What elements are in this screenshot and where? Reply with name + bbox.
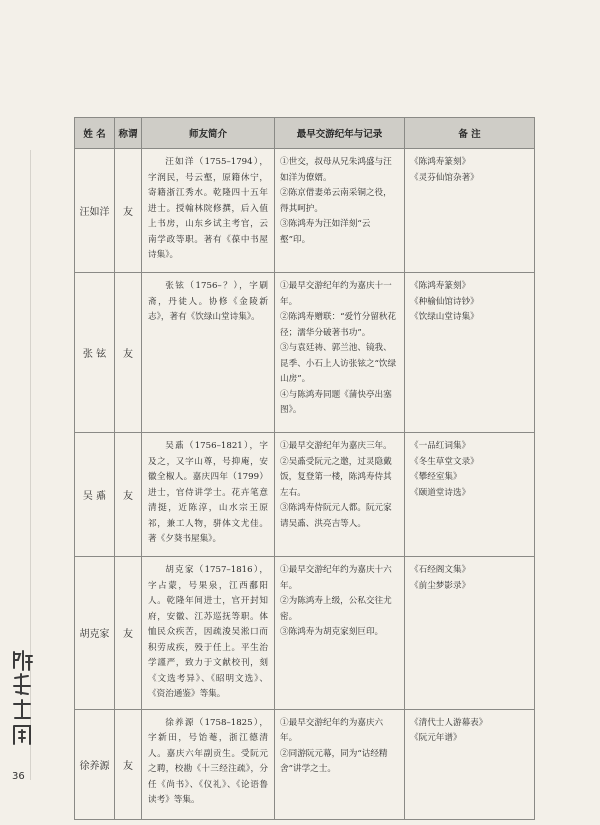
record-item: ②为陈鸿寿上级，公私交往尤密。	[280, 596, 392, 622]
cell-notes	[405, 709, 535, 819]
note-item: 《饮绿山堂诗集》	[410, 312, 479, 322]
note-item: 《颐道堂诗选》	[410, 487, 471, 498]
record-item: ②陈京借妻弟云南采铜之役，得其呵护。	[280, 188, 392, 214]
cell-notes	[405, 149, 535, 273]
record-item: ①最早交游纪年约为嘉庆十六年。	[280, 565, 392, 591]
header-title: 称谓	[115, 118, 142, 149]
cell-intro	[142, 273, 275, 433]
record-item: ③与袁廷祷、郭兰池、镜我、昆季、小石上人访张铉之“饮绿山房”。	[280, 343, 397, 384]
cell-title: 友	[115, 557, 142, 710]
note-item: 《冬生草堂文录》	[410, 456, 479, 467]
note-item: 《种榆仙馆诗钞》	[410, 296, 479, 307]
record-item: ①世交，叔母从兄朱鸿盛与汪如洋为僚婿。	[280, 157, 392, 183]
cell-intro	[142, 149, 275, 273]
intro-text: 徐养源（1758–1825），字新田，号饴菴，浙江德清人。嘉庆六年副贡生。受阮元之聘，校勘《十三经注疏》，分任《尚书》、《仪礼》、《论语鲁读考》等集。	[148, 717, 268, 805]
note-item: 《清代士人游幕表》	[410, 717, 488, 728]
record-item: ①最早交游纪年约为嘉庆六年。	[280, 717, 384, 743]
calligraphy-logo	[10, 648, 34, 753]
intro-text: 吴鼒（1756–1821），字及之，又字山尊，号抑庵，安徽全椒人。嘉庆四年（1799）进士，官侍讲学士。花卉笔意清挺，近陈淳，山水宗王原祁，兼工人物，骈体文尤佳。著《夕葵书屋集》。	[148, 441, 268, 544]
cell-intro	[142, 709, 275, 819]
header-records: 最早交游纪年与记录	[275, 118, 405, 149]
cell-notes	[405, 433, 535, 557]
cell-title: 友	[115, 273, 142, 433]
table-row	[75, 433, 535, 557]
record-item: ②吴鼒受阮元之邀，过灵隐戴饭，复登第一楼，陈鸿寿侍其左右。	[280, 456, 392, 498]
page-number: 36	[12, 771, 25, 782]
note-item: 《陈鸿寿篆刻》	[410, 281, 471, 291]
cell-name: 胡克家	[75, 557, 115, 710]
cell-intro	[142, 557, 275, 710]
header-notes: 备 注	[405, 118, 535, 149]
cell-name: 汪如洋	[75, 149, 115, 273]
record-item: ③陈鸿寿为胡克家刻巨印。	[280, 627, 384, 637]
cell-records	[275, 709, 405, 819]
table-header-row	[75, 118, 535, 149]
record-item: ③陈鸿寿为汪如洋刻“云壑”印。	[280, 219, 371, 245]
cell-intro	[142, 433, 275, 557]
cell-records	[275, 557, 405, 710]
intro-text: 张铉（1756–？），字刷斋，丹徒人。协修《金陵新志》，著有《饮绿山堂诗集》。	[148, 281, 268, 322]
seal-logo-icon	[10, 648, 34, 748]
cell-notes	[405, 273, 535, 433]
note-item: 《攀经室集》	[410, 472, 462, 482]
table-row	[75, 709, 535, 819]
record-item: ②陈鸿寿赠联：“爱竹分留秋花径；濡华分破著书功”。	[280, 312, 397, 338]
cell-name: 吴 鼒	[75, 433, 115, 557]
cell-title: 友	[115, 709, 142, 819]
cell-records	[275, 273, 405, 433]
record-item: ③陈鸿寿侍阮元人都。阮元家请吴鼒、洪亮吉等人。	[280, 503, 392, 529]
cell-name: 张 铉	[75, 273, 115, 433]
header-intro: 师友简介	[142, 118, 275, 149]
cell-name: 徐养源	[75, 709, 115, 819]
cell-records	[275, 149, 405, 273]
biography-table	[74, 117, 535, 820]
intro-text: 汪如洋（1755–1794），字润民，号云壑，原籍休宁，寄籍浙江秀水。乾隆四十五年进士。授翰林院修撰，后入值上书房，山东乡试主考官，云南学政等职。著有《葆中书屋诗集》。	[148, 157, 268, 260]
biography-table-container	[74, 117, 534, 820]
record-item: ①最早交游纪年为嘉庆三年。	[280, 441, 392, 451]
note-item: 《石经阁文集》	[410, 565, 471, 575]
cell-title: 友	[115, 433, 142, 557]
table-row	[75, 557, 535, 710]
table-row	[75, 273, 535, 433]
cell-title: 友	[115, 149, 142, 273]
record-item: ④与陈鸿寿同题《蒲快亭出塞图》。	[280, 389, 392, 415]
cell-records	[275, 433, 405, 557]
note-item: 《一品红词集》	[410, 441, 471, 451]
intro-text: 胡克家（1757–1816），字占蒙，号果泉，江西鄱阳人。乾隆年间进士，官开封知府，安徽、江苏巡抚等职。体恤民众疾苦，因疏浚吴淞口而积劳成疾，殁于任上。平生治学謹严，致力于文献校刊，刻《文选考异》、《昭明文选》、《资治通鉴》等集。	[148, 565, 268, 699]
record-item: ②同游阮元幕，同为“诂经精舍”讲学之士。	[280, 748, 388, 774]
cell-notes	[405, 557, 535, 710]
note-item: 《前尘梦影录》	[410, 580, 471, 591]
note-item: 《陈鸿寿篆刻》	[410, 157, 471, 167]
table-row	[75, 149, 535, 273]
note-item: 《阮元年谱》	[410, 733, 462, 743]
record-item: ①最早交游纪年约为嘉庆十一年。	[280, 281, 392, 307]
header-name: 姓 名	[75, 118, 115, 149]
note-item: 《灵芬仙馆杂著》	[410, 172, 479, 183]
